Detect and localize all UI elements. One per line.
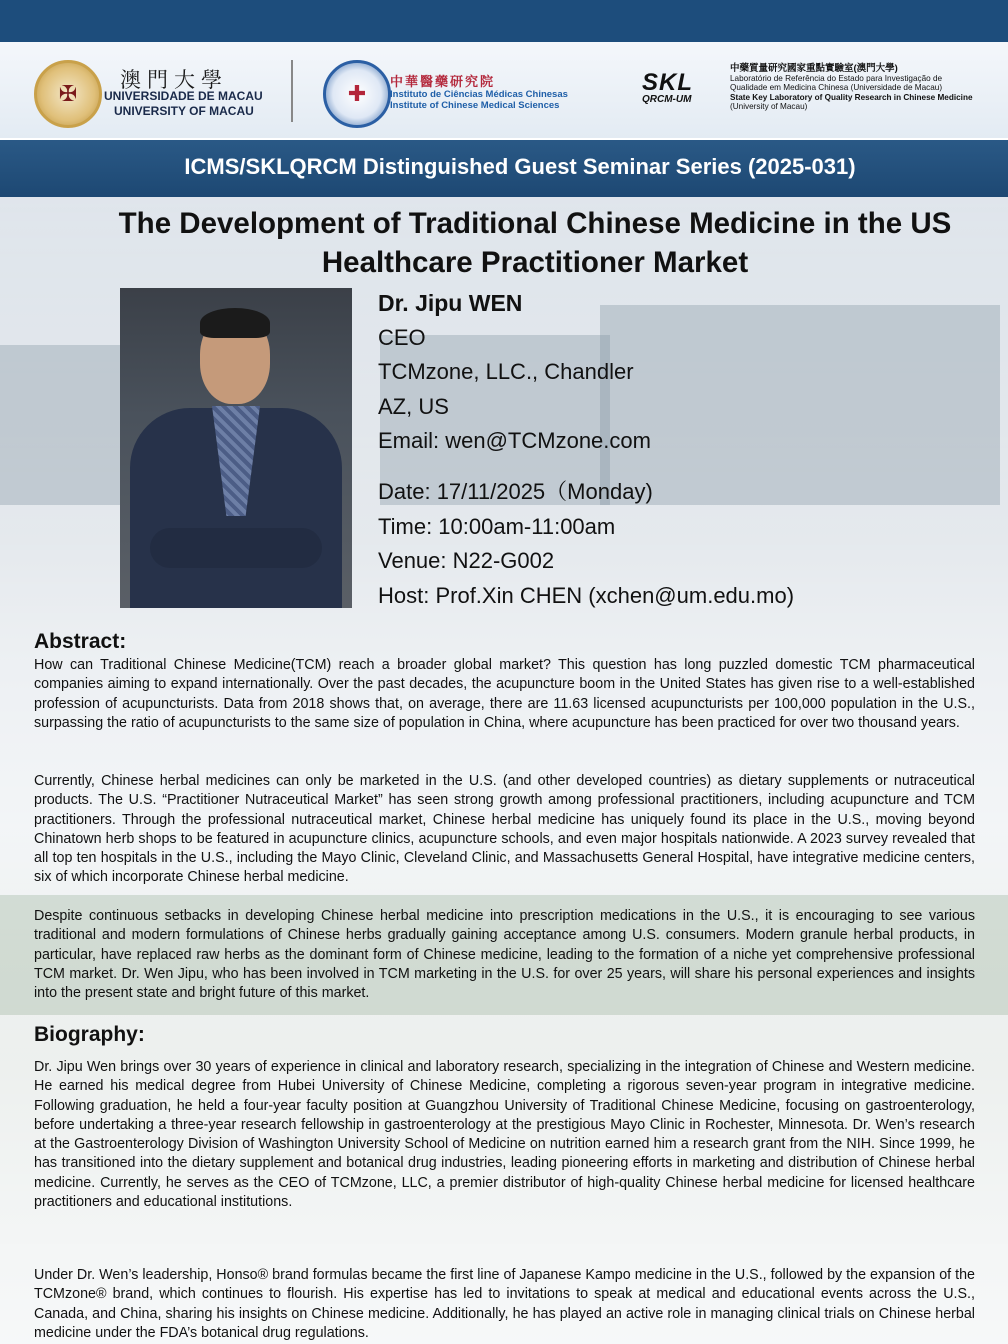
event-time: Time: 10:00am-11:00am — [378, 513, 616, 539]
skl-logo-big-text: SKL — [642, 69, 693, 96]
biography-heading: Biography: — [34, 1023, 145, 1046]
skl-name-portuguese-1: Laboratório de Referência do Estado para Investigação de — [730, 73, 943, 83]
event-details — [378, 475, 794, 613]
icms-seal-logo: ✚ — [323, 60, 391, 128]
abstract-heading: Abstract: — [34, 630, 127, 653]
biography-paragraph-2: Under Dr. Wen’s leadership, Honso® brand formulas became the first line of Japanese Kampo medicine in the U.S., followed by the expansion of the TCMzone® brand, which continues to flourish. His expertise has led to invitations to speak at medical and educational events across the U.S., Canada, and China, sharing his insights on Chinese medicine. Additionally, he has played an active role in managing clinical trials on Chinese herbal medicine under the FDA’s botanical drug regulations. — [34, 1267, 975, 1341]
abstract-paragraph-3: Despite continuous setbacks in developing Chinese herbal medicine into prescription medications in the U.S., it is encouraging to see various traditional and modern formulations of Chinese herbs gradually gaining acceptance among U.S. consumers. Modern granule herbal products, in particular, have replaced raw herbs as the dominant form of Chinese medicine, leading to the formation of a niche yet comprehensive professional TCM market. Dr. Wen Jipu, who has been involved in TCM marketing in the U.S. for over 25 years, will share his personal experiences and insights into the present state and bright future of this market. — [34, 908, 975, 1002]
speaker-photo — [120, 288, 352, 608]
speaker-location: AZ, US — [378, 393, 449, 419]
skl-name-portuguese-2: Qualidade em Medicina Chinesa (Universidade de Macau) — [730, 83, 943, 93]
top-banner-bar — [0, 0, 1008, 42]
um-name-english: UNIVERSITY OF MACAU — [114, 104, 254, 118]
skl-qrcm-logo — [642, 69, 716, 106]
speaker-email: Email: wen@TCMzone.com — [378, 428, 651, 453]
abstract-paragraph-1: How can Traditional Chinese Medicine(TCM) reach a broader global market? This question has long puzzled domestic TCM pharmaceutical companies aiming to expand internationally. Over the past decades, the acupuncture boom in the United States has given rise to a well-established profession of acupuncturists. Data from 2018 shows that, on average, there are 11.63 licensed acupuncturists per 100,000 population in the U.S., surpassing the ratio of acupuncturists to the same size of population in China, where acupuncture has been practiced for over two thousand years. — [34, 657, 975, 731]
talk-title-line-1: The Development of Traditional Chinese Medicine in the US — [118, 207, 952, 240]
speaker-company: TCMzone, LLC., Chandler — [378, 359, 634, 384]
skl-logo-small-text: QRCM-UM — [642, 94, 692, 105]
abstract-paragraph-2: Currently, Chinese herbal medicines can only be marketed in the U.S. (and other developed countries) as dietary supplements or nutraceutical products. The U.S. “Practitioner Nutraceutical Market” has seen strong growth among professional practitioners, including acupuncture and TCM practitioners. Through the professional nutraceutical market, Chinese herbal medicine has uniquely found its place in the U.S., moving beyond Chinatown herb shops to be featured in acupuncture clinics, acupuncture schools, and even major hospitals nationwide. A 2023 survey revealed that all top ten hospitals in the U.S., including the Mayo Clinic, Cleveland Clinic, and Massachusetts General Hospital, have integrative medicine centers, six of which incorporate Chinese herbal medicine. — [34, 773, 975, 886]
skl-name-english-2: (University of Macau) — [730, 102, 808, 112]
icms-name-portuguese: Instituto de Ciências Médicas Chinesas — [390, 89, 568, 100]
talk-title-line-2: Healthcare Practitioner Market — [321, 246, 749, 279]
skl-name-english-1: State Key Laboratory of Quality Research in Chinese Medicine — [730, 92, 973, 102]
speaker-position: CEO — [378, 324, 426, 350]
speaker-info — [378, 286, 651, 459]
event-venue: Venue: N22-G002 — [378, 548, 555, 573]
icms-name-chinese: 中華醫藥研究院 — [390, 74, 496, 89]
um-name-chinese: 澳門大學 — [120, 68, 228, 92]
um-name-portuguese: UNIVERSIDADE DE MACAU — [104, 89, 263, 103]
speaker-name: Dr. Jipu WEN — [378, 290, 523, 316]
event-date: Date: 17/11/2025（Monday) — [378, 479, 653, 504]
biography-paragraph-1: Dr. Jipu Wen brings over 30 years of experience in clinical and laboratory research, specializing in the integration of Chinese and Western medicine. He earned his medical degree from Hubei University of Chinese Medicine, completing a rigorous seven-year program in integrative medicine. Following graduation, he held a four-year faculty position at Guangzhou University of Traditional Chinese Medicine, focusing on gastroenterology, before undertaking a three-year research fellowship in gastroenterology at the prestigious Mayo Clinic in Rochester, Minnesota. Dr. Wen’s research at the Gastroenterology Division of Washington University School of Medicine on nutrition earned him a research grant from the NIH. Since 1999, he has transitioned into the dietary supplement and botanical drug industries, leading pioneering efforts in marketing and distribution of Chinese herbal medicine. Currently, he serves as the CEO of TCMzone, LLC, a premier distributor of high-quality Chinese herbal medicine for licensed healthcare practitioners and educational institutions. — [34, 1059, 975, 1211]
event-host: Host: Prof.Xin CHEN (xchen@um.edu.mo) — [378, 582, 795, 608]
logo-divider — [291, 60, 293, 122]
skl-name-block — [730, 64, 973, 112]
icms-name-english: Institute of Chinese Medical Sciences — [390, 100, 560, 111]
um-crest-logo: ✠ — [34, 60, 102, 128]
skl-name-chinese: 中藥質量研究國家重點實驗室(澳門大學) — [730, 63, 898, 74]
talk-title — [30, 204, 1008, 282]
seminar-series-title: ICMS/SKLQRCM Distinguished Guest Seminar Series (2025-031) — [184, 154, 856, 179]
